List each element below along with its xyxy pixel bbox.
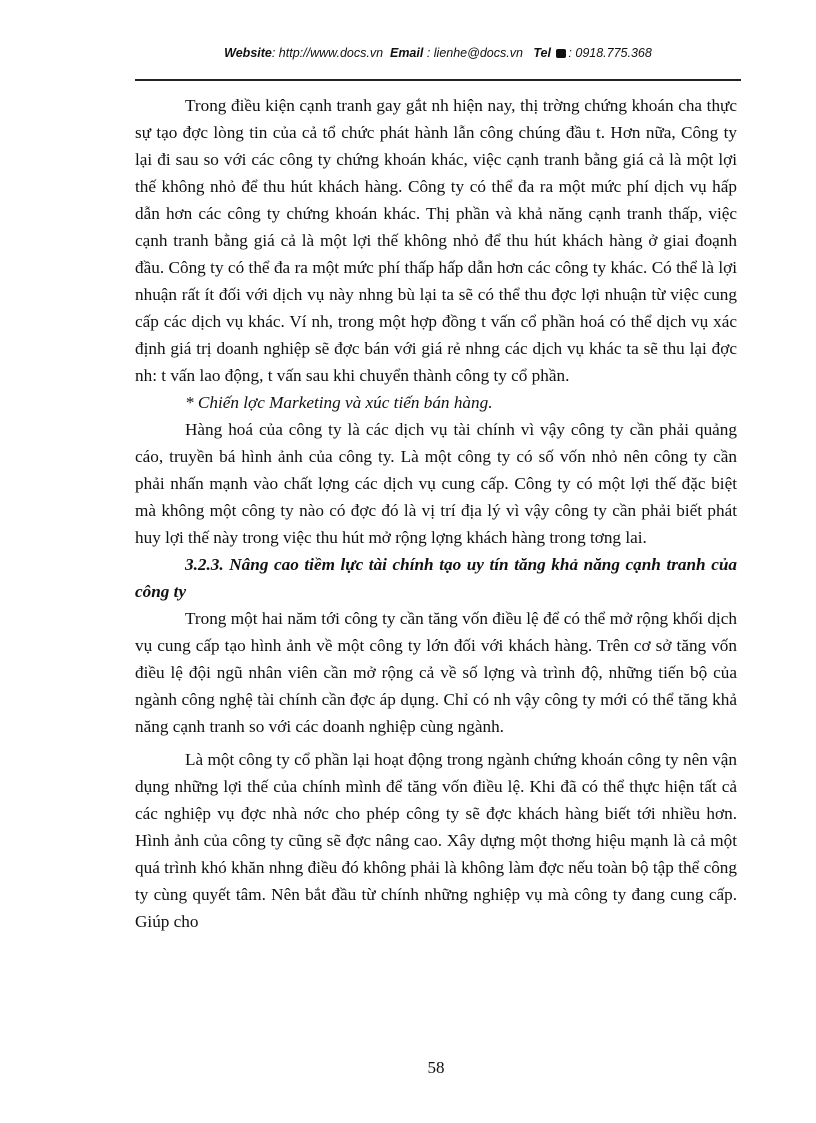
tel-label: Tel [533,46,551,60]
email-label: Email [389,46,424,60]
email-value: : lienhe@docs.vn [426,46,523,60]
phone-icon [556,49,566,58]
paragraph-capital: Trong một hai năm tới công ty cần tăng vốn điều lệ để có thể mở rộng khối dịch vụ cung cấp tạo hình ảnh về một công ty lớn đối với khách hàng. Trên cơ sở tăng vốn điều lệ đội ngũ nhân viên cần mở rộng cả về số lợng và trình độ, những tiến bộ của ngành công nghệ tài chính cần đợc áp dụng. Chỉ có nh vậy công ty mới có thể tăng khả năng cạnh tranh so với các doanh nghiệp cùng ngành. [135,609,737,736]
page-header [135,46,741,60]
paragraph-brand: Là một công ty cổ phần lại hoạt động trong ngành chứng khoán công ty nên vận dụng những lợi thế của chính mình để tăng vốn điều lệ. Khi đã có thể thực hiện tất cả các nghiệp vụ đợc nhà nớc cho phép công ty sẽ đợc khách hàng biết tới nhiều hơn. Hình ảnh của công ty cũng sẽ đợc nâng cao. Xây dựng một thơng hiệu mạnh là cả một quá trình khó khăn nhng điều đó không phải là không làm đợc nếu toàn bộ tập thể công ty cùng quyết tâm. Nên bắt đầu từ chính những nghiệp vụ mà công ty đang cung cấp. Giúp cho [135,750,737,931]
website-label: Website [224,46,272,60]
paragraph-marketing: Hàng hoá của công ty là các dịch vụ tài chính vì vậy công ty cần phải quảng cáo, truyền bá hình ảnh của công ty. Là một công ty có số vốn nhỏ nên công ty cần phải nhấn mạnh vào chất lợng các dịch vụ cung cấp. Công ty có một lợi thế đặc biệt mà không một công ty nào có đợc đó là vị trí địa lý vì vậy công ty cần phải biết phát huy lợi thế này trong việc thu hút mở rộng lợng khách hàng trong tơng lai. [135,420,737,547]
section-heading: 3.2.3. Nâng cao tiềm lực tài chính tạo uy tín tăng khả năng cạnh tranh của công ty [135,555,737,601]
tel-value: : 0918.775.368 [568,46,652,60]
website-value: : http://www.docs.vn [271,46,384,60]
marketing-subheading: * Chiến lợc Marketing và xúc tiến bán hàng. [185,393,493,412]
page-number: 58 [427,1058,445,1077]
page-body [135,92,737,935]
header-divider [135,79,741,81]
paragraph-price-competition: Trong điều kiện cạnh tranh gay gắt nh hiện nay, thị trờng chứng khoán cha thực sự tạo đợc lòng tin của cả tổ chức phát hành lẫn công chúng đầu t. Hơn nữa, Công ty lại đi sau so với các công ty chứng khoán khác, việc cạnh tranh bằng giá cả là một lợi thế không nhỏ để thu hút khách hàng. Công ty có thể đa ra một mức phí dịch vụ hấp dẫn hơn các công ty chứng khoán khác. Thị phần và khả năng cạnh tranh thấp, việc cạnh tranh bằng giá cả là một lợi thế không nhỏ để thu hút khách hàng ở giai đoạnh đầu. Công ty có thể đa ra một mức phí thấp hấp dẫn hơn các công ty khác. Có thể là lợi nhuận rất ít đối với dịch vụ này nhng bù lại ta sẽ có thể thu đợc lợi nhuận từ việc cung cấp các dịch vụ khác. Ví nh, trong một hợp đồng t vấn cổ phần hoá có thể dịch vụ xác định giá trị doanh nghiệp sẽ đợc bán với giá rẻ nhng các dịch vụ khác ta sẽ thu lại đợc nh: t vấn lao động, t vấn sau khi chuyển thành công ty cổ phần. [135,96,737,385]
